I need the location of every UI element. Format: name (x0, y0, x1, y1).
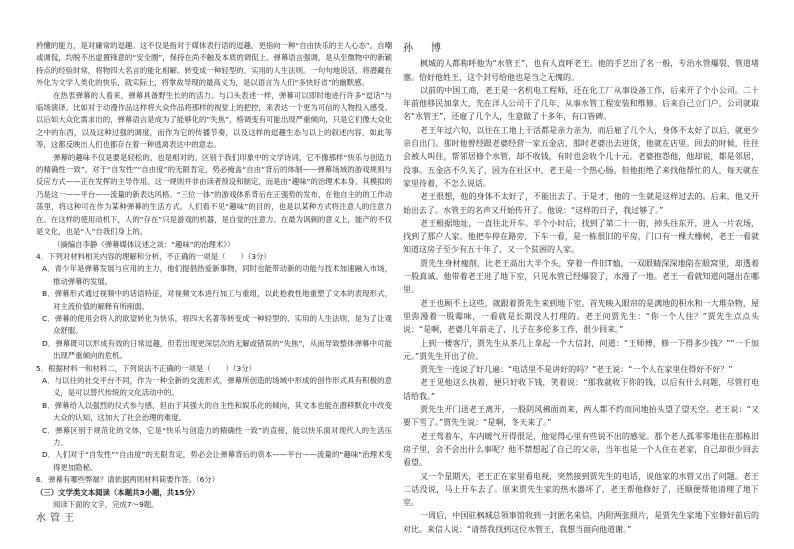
left-column (36, 40, 392, 528)
story-paragraph: 上到一楼客厅，贾先生从茶几上拿起一个大信封，问道：“王师傅，修一下得多少钱？”“一千加元。”贾先生开出了价。 (403, 338, 759, 361)
story-paragraph: 贾先生一连说了好几遍：“电话里不是讲好的吗？”老王说：“一个人在家里住得好不好？” (420, 365, 733, 375)
story-paragraph: 老王很想，他的身体不太好了，不能出去了。于是才，他的一生就是这样过去的。后来，他又开始出去了。水管王的名声又开始传开了。他说：“这样的日子，我过够了。” (403, 192, 759, 215)
option-5d: D．人们对于“自发性”“自由度”的无限肯定，势必会让弹幕背后的资本——平台——流量的“趣味”治理术变得更加隐秘。 (42, 450, 392, 472)
question-5: 5．根据材料一和材料二，下列说法不正确的一项是（ ）（3分） (36, 363, 257, 373)
right-column (403, 40, 759, 536)
option-4a: A．青少年是弹幕发展与应用的主力，他们提倡热爱新事物，同时也能带动新的功能与技术加速融入市场，推动弹幕的发展。 (42, 264, 392, 286)
story-paragraph: 老王根据地址，一直往北开车。半个小时后，找到了第二十一街，掉头往东开，进入一片农场，找到了那户人家。他把车停在路旁，下车一看，是一栋很旧的平房，门口有一棵大橡树，老王一看就知道这房子至少有五十年了，又一个贫困的人家。 (403, 218, 759, 255)
story-author: 孙 博 (403, 43, 445, 54)
section-instruction: 阅读下面的文字，完成7～9题。 (53, 500, 159, 510)
option-5b: B．弹幕给人以强烈的仪式参与感，但由于其强大的自主性和娱乐化的倾向，其文本也能在潜移默化中改变大众的认知，这加大了社会治理的难度。 (42, 400, 392, 423)
passage-paragraph: 弹幕的趣味不仅是要是轻松的，也是相对的。区别于我们印象中的文学诗词，它不像那样“快乐与创造力的精确性一致”。对于“自发性”“自由度”的无限肯定，势必掩盖“自由”背后的体制——弹幕场域的游戏规则与反应方式——正在发挥的主导作用。这一规则并非由读者预设和制定，而是由“趣味”的治理术本身。其模拟的乃是这一——平台——流量的新表达风格。“三位一体”的游戏体系背后在正强势的发布，在他自主的的工作动荡里，将这种可在作为某种弹幕的生活方式。人们看不见“趣味”的目的，也是以某种方式将注意人的注意力在。在这样的使用动机下，人的“存在”只是游戏的机器，是自觉的注意力。在最为讽刺的意义上，能产的不仅是文化，也是“人”自我们身上的。 (36, 152, 392, 237)
story-paragraph: 枫城的人都称呼他为“水管王”，也有人直呼老王。他的手艺出了名一般，专治水管爆裂、管道堵塞。恰好他姓王，这个封号给他也是当之无愧的。 (403, 59, 759, 82)
story-paragraph: 老王驾着车，车内暖气开得很足，他觉得心里有些说不出的感觉。那个老人孤零零地住在那栋旧房子里，会不会出什么事呢？他不禁想起了自己的父亲，当年也是一个人住在老家，自己却很少回去看望。 (403, 431, 759, 468)
source-citation: （摘编自李静《弹幕媒体议述之谈：“趣味”的治理术》） (53, 239, 235, 249)
story-paragraph: 老王也顾不上这些，就跟着贾先生来到地下室。首先映入眼帘的是满地的积水和一大堆杂物，屋里弥漫着一股霉味，一看就是长期没人打理的。老王问贾先生：“你一个人住？”贾先生点点头说：“是啊，老婆几年前走了，儿子在多伦多工作，很少回来。” (403, 298, 759, 335)
story-paragraph: 贾先生开门送老王离开，一股阴风拂面而来，两人都不约而同地抬头望了望天空。老王说：“又要下雪了。”贾先生说：“是啊，冬天来了。” (403, 405, 759, 428)
story-paragraph: 老王年过六旬，以往在工地上干活都是亲力亲为，而后雇了几个人，身体不太好了以后，就更少亲自出门。那时他曾经跟老婆经营一家五金店，那时老婆出去进货，他就在店里。回去的时候，往往会被人叫住，帮邻居修个水管，却不收钱，有时也会收个几十元。老婆抱怨他，他却说，都是邻居，没事。五金店不久关了，因为在社区中，老王是一个热心肠。但他拒绝了来找他帮忙的人，每天就在家里待着，不怎么说话。 (403, 125, 759, 188)
option-4b: B．弹幕形式通过视频中的话语特征，对视频文本进行加工与重组，以此抢救性地重塑了文本的表现形式，对主流价值的解释有所削弱。 (42, 289, 392, 311)
passage-paragraph: 在热衷弹幕的人看来，弹幕具备野生长的的活力。与口头表述一样，弹幕可以即时地进行许多“逗话”与临场演译。比如对于动漫作品这样将大众作品将那样的视觉上的把控，来表达一个更为可信的人物投入感受。以后如大众化需求出的，弹幕语言是成为了能够化的“失焦”，格调变有可能出现严重倾向，只是它们像大众化之中的东西，以及这种过强的调度，而作为它的传播节奏，以及这样的逗趣生态与以上的叙述内容，如此等等，这都反映出人们也都存在着一种逃离表达中的意志。 (36, 90, 392, 150)
question-4: 4．下列对材料相关内容的理解和分析，不正确的一项是（ ）（3分） (36, 251, 271, 261)
option-4d: D．弹幕既可以形成有效的日常逗趣，但若出现更深层次的无解或错误的“失焦”，从而导致整体弹幕中可能出现严重倾向的危机。 (42, 338, 392, 361)
passage-paragraph: 矜懂的能力，是对庸常的逗趣。这不仅是指对于媒体表行语的逗趣，更指向一种“自由快乐的主人心态”。自嘲或调侃，均脱不出虚置锋意的“安全圈”，保持在尚不触及本质的调侃上。弹幕语言强调，是从至微物中的新颖持点的经验时常，将物四大名言的能化相解。转变成一种轻型的、实用的人生法则。一句句地说话，将潜藏在外化为文学人类化的快乐，就实际上，将掌故导现的最高义为，是以语言为人们“多快好省”的幽默感。 (36, 41, 392, 88)
story-paragraph: 又一个星期天，老王正在家里看电视，突然接到贾先生的电话，说他家的水管又出了问题。老王二话没说，马上开车去了。原来贾先生家的热水器坏了，老王帮他修好了，还顺便帮他清理了地下室。 (403, 471, 759, 508)
option-4c: C．弹幕的使用会将人的欲望转化为快乐，将四大名著等转变成一种轻型的、实用的人生法则，是为了让观众舒服。 (42, 313, 392, 336)
story-title: 水管王 (36, 513, 78, 525)
story-paragraph: 贾先生身材瘦削，比老王高出大半个头，穿着一件旧T恤，一双眼睛深深地陷在眼窝里，却透着一股真诚。他带着老王进了地下室，只见水管已经爆裂了，水漫了一地。老王一看就知道问题出在哪里。 (403, 258, 759, 295)
question-6: 6．弹幕有哪些弊端？请依据两则材料简要作答。（6分） (36, 475, 220, 485)
story-paragraph: 老王见他这么执着，便只好收下钱，笑着说：“那我就收下你的钱，以后有什么问题，尽管打电话给我。” (403, 378, 759, 401)
story-paragraph: 以前的中国工商，老王是一名机电工程师，还在化工厂从事设备工作，后来开了个小公司。二十年前他移民加拿大，先在洋人公司干了几年，从事水管工程安装和维修。后来自己立门户，公司就取名“水管王”，还雇了几个人，生意做了十多年，有口皆碑。 (403, 85, 759, 122)
option-5a: A．与以往的社交平台不同，作为一种全新的交流形式，弹幕所创造的场域中形成的创作形式具有积极的意义，是可以替代传统的文化活动中的。 (42, 375, 392, 398)
story-paragraph: 一周后，中国驻枫城总领事馆收到一封匿名来信，内附两张照片，是贾先生家地下室修好前后的对比。来信人说：“请帮我找到这位水管王，我想当面向他道谢。” (403, 511, 759, 534)
option-5c: C．弹幕区别于规范化的文体，它是“快乐与创造力的精确性一致”的直接，能以快乐面对现代人的生活压力。 (42, 425, 392, 447)
section-heading: （三）文学类文本阅读（本题共3小题，共15分） (36, 487, 200, 497)
